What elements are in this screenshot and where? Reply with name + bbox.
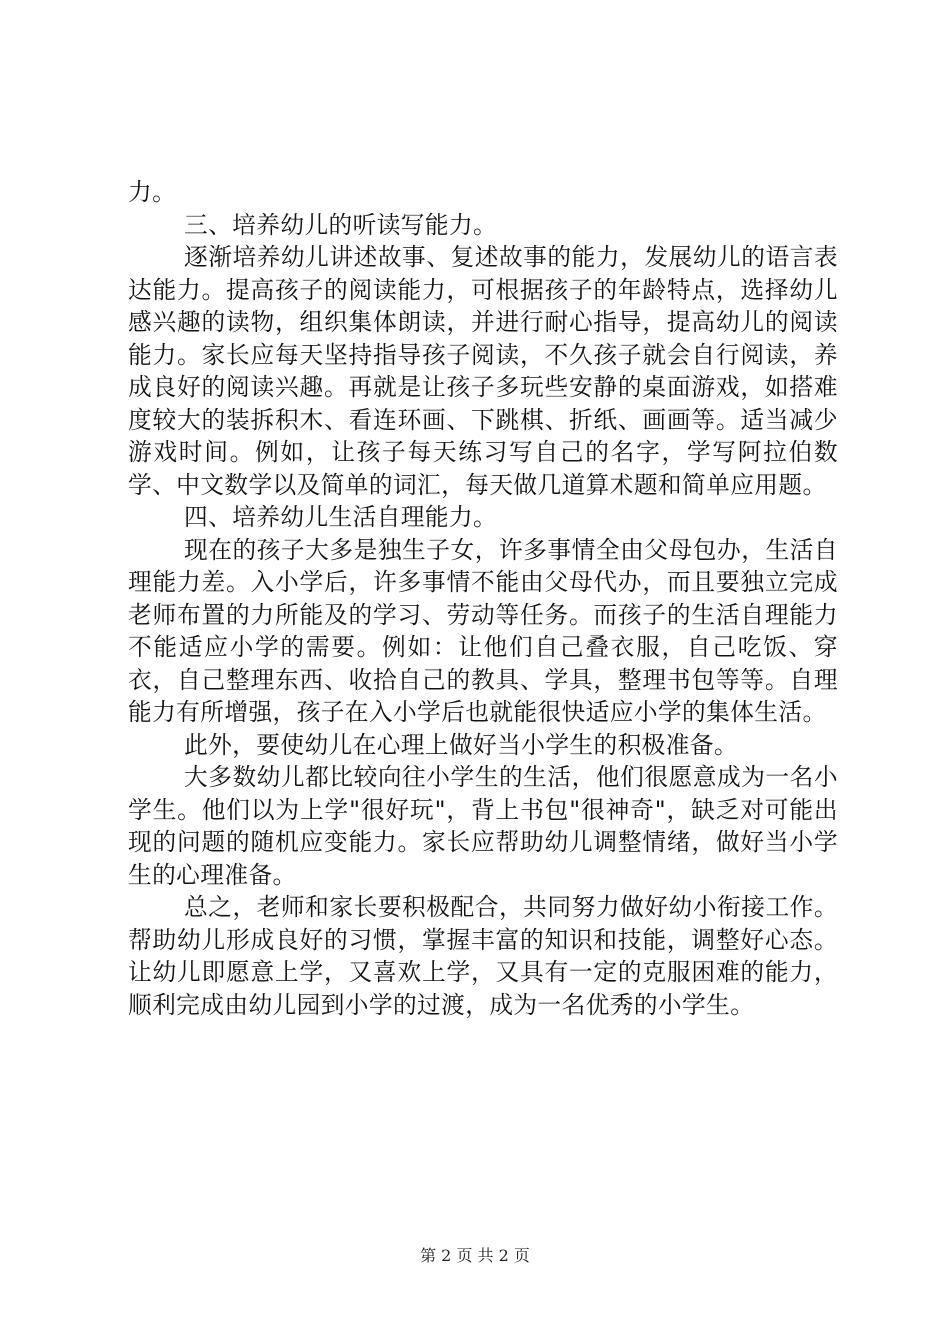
document-body [128, 176, 838, 1021]
paragraph-continuation: 力。 [128, 178, 177, 206]
paragraph-conclusion: 总之，老师和家长要积极配合，共同努力做好幼小衔接工作。帮助幼儿形成良好的习惯，掌握丰富的知识和技能，调整好心态。让幼儿即愿意上学，又喜欢上学，又具有一定的克服困难的能力，顺利完成由幼儿园到小学的过渡，成为一名优秀的小学生。 [128, 893, 838, 1019]
section-heading-listening-reading-writing: 三、培养幼儿的听读写能力。 [184, 210, 498, 239]
section-heading-psychological-preparation: 此外，要使幼儿在心理上做好当小学生的积极准备。 [184, 730, 739, 759]
paragraph-psychological-preparation: 大多数幼儿都比较向往小学生的生活，他们很愿意成为一名小学生。他们以为上学"很好玩"，背上书包"很神奇"，缺乏对可能出现的问题的随机应变能力。家长应帮助幼儿调整情绪，做好当小学生的心理准备。 [128, 763, 838, 889]
paragraph-self-care: 现在的孩子大多是独生子女，许多事情全由父母包办，生活自理能力差。入小学后，许多事情不能由父母代办，而且要独立完成老师布置的力所能及的学习、劳动等任务。而孩子的生活自理能力不能适应小学的需要。例如：让他们自己叠衣服，自己吃饭、穿衣，自己整理东西、收拾自己的教具、学具，整理书包等等。自理能力有所增强，孩子在入小学后也就能很快适应小学的集体生活。 [128, 535, 838, 726]
section-heading-self-care: 四、培养幼儿生活自理能力。 [184, 503, 498, 531]
page-number-footer: 第 2 页 共 2 页 [420, 1246, 530, 1265]
paragraph-reading-ability: 逐渐培养幼儿讲述故事、复述故事的能力，发展幼儿的语言表达能力。提高孩子的阅读能力，可根据孩子的年龄特点，选择幼儿感兴趣的读物，组织集体朗读，并进行耐心指导，提高幼儿的阅读能力。家长应每天坚持指导孩子阅读，不久孩子就会自行阅读，养成良好的阅读兴趣。再就是让孩子多玩些安静的桌面游戏，如搭难度较大的装拆积木、看连环画、下跳棋、折纸、画画等。适当减少游戏时间。例如，让孩子每天练习写自己的名字，学写阿拉伯数学、中文数学以及简单的词汇，每天做几道算术题和简单应用题。 [128, 243, 838, 499]
